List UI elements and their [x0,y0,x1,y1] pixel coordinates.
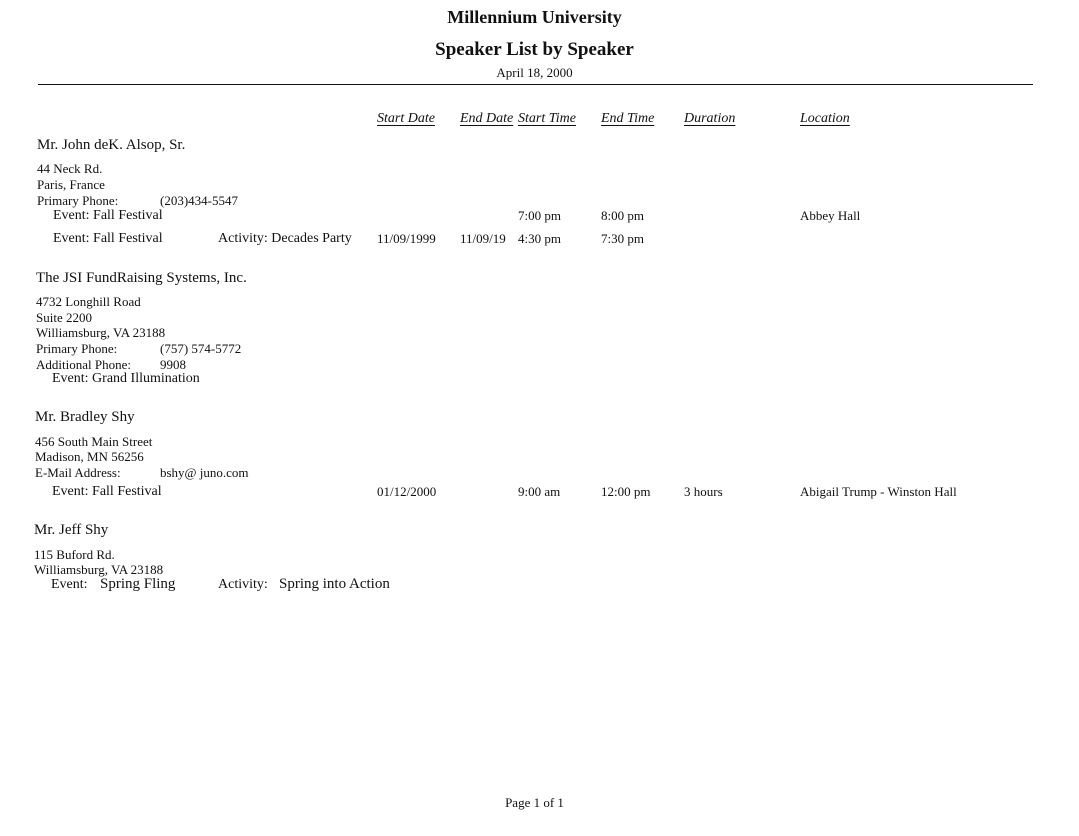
start-date: 01/12/2000 [377,484,437,499]
duration: 3 hours [684,484,723,499]
speaker-name: Mr. Bradley Shy [35,409,135,425]
phone-value: (203)434-5547 [160,193,238,208]
email-value: bshy@ juno.com [160,465,249,480]
report-date: April 18, 2000 [496,65,573,80]
address-line: Paris, France [37,177,105,192]
start-time: 9:00 am [518,484,561,499]
end-time: 7:30 pm [601,231,644,246]
event-name: Spring Fling [100,576,176,592]
event-label: Event: [51,577,88,592]
speaker-name: The JSI FundRaising Systems, Inc. [36,270,247,286]
email-label: E-Mail Address: [35,465,121,480]
phone-label: Additional Phone: [36,357,131,372]
address-line: 44 Neck Rd. [37,161,103,176]
address-line: 4732 Longhill Road [36,294,141,309]
start-time: 4:30 pm [518,231,561,246]
speaker-name: Mr. Jeff Shy [34,522,109,538]
speaker-name: Mr. John deK. Alsop, Sr. [37,137,186,153]
end-time: 8:00 pm [601,208,644,223]
col-end-date: End Date [460,111,514,126]
end-date: 11/09/19 [460,231,506,246]
report-title: Speaker List by Speaker [435,39,634,60]
activity-name: Spring into Action [279,576,390,592]
activity-label: Activity: [218,577,268,592]
header-divider [38,84,1033,85]
address-line: 115 Buford Rd. [34,547,115,562]
event-name: Event: Fall Festival [52,484,162,499]
activity-name: Activity: Decades Party [218,231,352,246]
phone-value: 9908 [160,357,186,372]
phone-value: (757) 574-5772 [160,341,242,356]
start-date: 11/09/1999 [377,231,436,246]
col-end-time: End Time [601,111,655,126]
address-line: Williamsburg, VA 23188 [36,325,166,340]
event-name: Event: Fall Festival [53,231,163,246]
col-start-time: Start Time [518,111,576,126]
col-duration: Duration [684,111,736,126]
end-time: 12:00 pm [601,484,651,499]
location: Abbey Hall [800,208,861,223]
page-number: Page 1 of 1 [505,795,564,810]
event-name: Event: Grand Illumination [52,371,200,386]
address-line: Suite 2200 [36,310,92,325]
report-org-title: Millennium University [447,7,622,27]
col-start-date: Start Date [377,111,435,126]
start-time: 7:00 pm [518,208,561,223]
address-line: 456 South Main Street [35,434,153,449]
phone-label: Primary Phone: [36,341,118,356]
phone-label: Primary Phone: [37,193,119,208]
event-name: Event: Fall Festival [53,208,163,223]
location: Abigail Trump - Winston Hall [800,484,957,499]
col-location: Location [800,111,850,126]
address-line: Williamsburg, VA 23188 [34,562,164,577]
address-line: Madison, MN 56256 [35,449,144,464]
